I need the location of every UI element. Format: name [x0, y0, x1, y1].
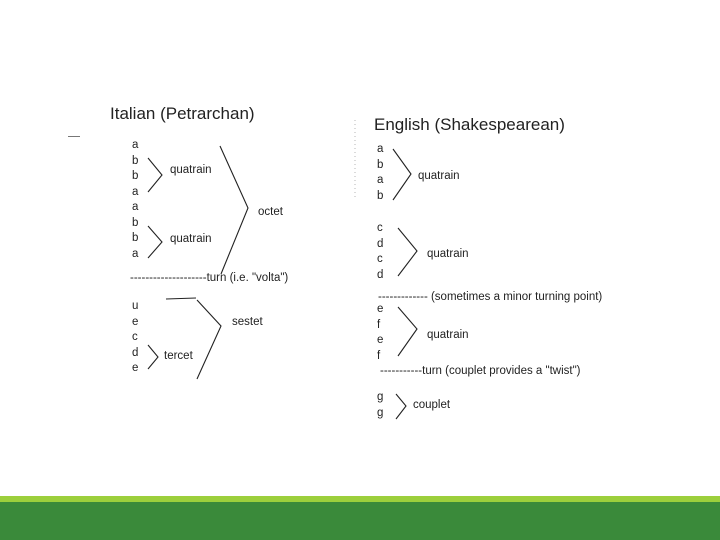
- bracket-italian-tercet: [148, 345, 158, 369]
- rhyme-letter: f: [377, 349, 381, 362]
- rhyme-letter: e: [377, 303, 384, 315]
- rhyme-letter: a: [132, 185, 139, 198]
- rhyme-letter: u: [132, 300, 139, 312]
- rhyme-letter: f: [377, 318, 381, 331]
- rhyme-letter: d: [377, 237, 384, 250]
- bracket-english-quatrain-1: [393, 149, 411, 200]
- rhyme-letter: b: [132, 170, 139, 182]
- rhyme-letter: e: [377, 334, 384, 346]
- rhyme-letter: d: [377, 268, 384, 281]
- scribble-mark: [166, 298, 196, 299]
- english-couplet-label: couplet: [413, 399, 451, 411]
- rhyme-letter: g: [377, 391, 384, 403]
- rhyme-letter: a: [132, 201, 139, 213]
- rhyme-letter: d: [132, 346, 139, 359]
- footer-band-dark: [0, 502, 720, 540]
- english-quatrain-2-label: quatrain: [427, 248, 469, 260]
- rhyme-letter: b: [132, 232, 139, 244]
- bracket-italian-octet: [220, 146, 248, 274]
- rhyme-letter: c: [377, 253, 383, 265]
- bracket-italian-quatrain-2: [148, 226, 162, 258]
- italian-turn-line: --------------------turn (i.e. "volta"): [130, 272, 289, 284]
- english-title: English (Shakespearean): [374, 115, 565, 134]
- italian-quatrain-1-label: quatrain: [170, 164, 212, 176]
- italian-sestet-label: sestet: [232, 316, 263, 328]
- rhyme-letter: c: [377, 222, 383, 234]
- bracket-english-quatrain-3: [398, 307, 417, 356]
- bracket-english-quatrain-2: [398, 228, 417, 276]
- italian-quatrain-2-label: quatrain: [170, 233, 212, 245]
- rhyme-letter: a: [377, 174, 384, 186]
- italian-tercet-label: tercet: [164, 350, 193, 362]
- rhyme-letter: g: [377, 406, 384, 419]
- bracket-english-couplet: [396, 394, 406, 419]
- rhyme-letter: a: [132, 247, 139, 260]
- english-minor-turn-line: ------------- (sometimes a minor turning point): [378, 291, 603, 303]
- rhyme-letter: e: [132, 315, 139, 328]
- rhyme-letter: b: [132, 154, 139, 167]
- italian-title: Italian (Petrarchan): [110, 104, 255, 123]
- rhyme-letter: b: [132, 216, 139, 229]
- rhyme-letter: a: [132, 139, 139, 151]
- rhyme-letter: b: [377, 189, 384, 202]
- rhyme-letter: a: [377, 143, 384, 155]
- rhyme-letter: b: [377, 158, 384, 171]
- english-turn-line: -----------turn (couplet provides a "twist"): [380, 365, 581, 377]
- bracket-italian-sestet: [197, 300, 221, 379]
- italian-octet-label: octet: [258, 206, 283, 218]
- rhyme-letter: e: [132, 362, 139, 374]
- english-quatrain-3-label: quatrain: [427, 329, 469, 341]
- english-quatrain-1-label: quatrain: [418, 170, 460, 182]
- bracket-italian-quatrain-1: [148, 158, 162, 192]
- rhyme-letter: c: [132, 331, 138, 343]
